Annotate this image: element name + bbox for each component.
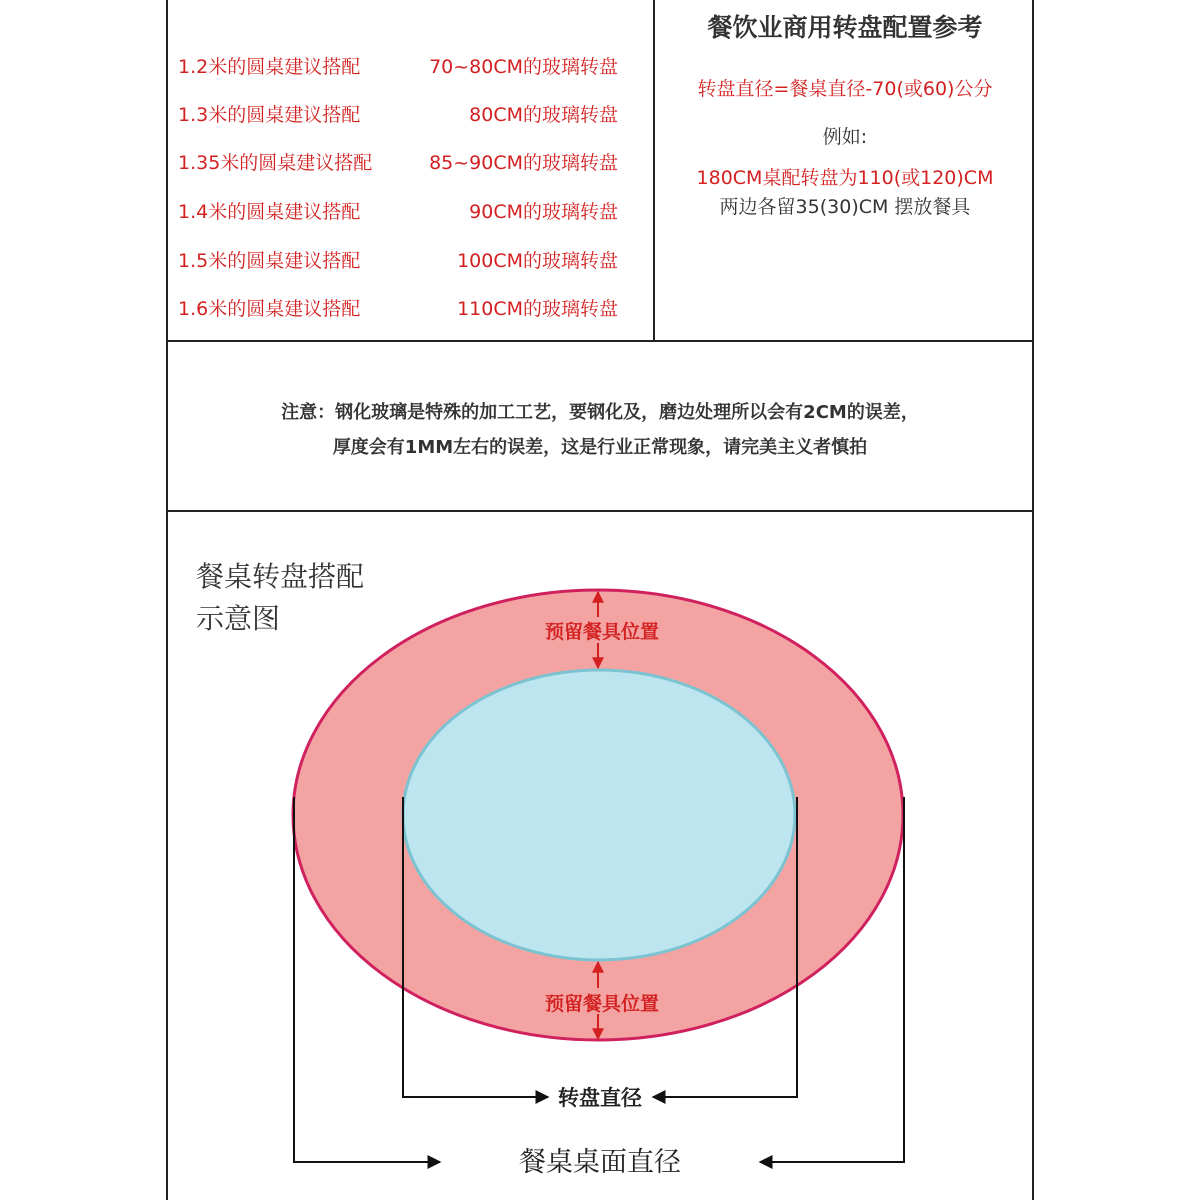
tableware-label-top: 预留餐具位置	[544, 621, 660, 643]
note-line: 注意：钢化玻璃是特殊的加工工艺，要钢化及，磨边处理所以会有2CM的误差，	[281, 402, 919, 423]
table-size-cell: 1.3米的圆桌建议搭配	[178, 104, 361, 126]
reference-example-line: 180CM桌配转盘为110(或120)CM	[696, 167, 994, 189]
turntable-size-cell: 110CM的玻璃转盘	[457, 298, 618, 320]
turntable-size-cell: 85~90CM的玻璃转盘	[429, 152, 618, 174]
diagram-title-line: 示意图	[196, 602, 281, 635]
turntable-diameter-label: 转盘直径	[558, 1086, 642, 1110]
table-size-cell: 1.35米的圆桌建议搭配	[178, 152, 373, 174]
note-line: 厚度会有1MM左右的误差，这是行业正常现象，请完美主义者慎拍	[332, 437, 868, 458]
turntable-ellipse	[403, 670, 795, 960]
table-size-cell: 1.4米的圆桌建议搭配	[178, 201, 361, 223]
turntable-size-cell: 100CM的玻璃转盘	[457, 250, 618, 272]
table-diameter-label: 餐桌桌面直径	[519, 1147, 681, 1178]
turntable-size-cell: 70~80CM的玻璃转盘	[429, 56, 618, 78]
reference-formula: 转盘直径=餐桌直径-70(或60)公分	[697, 78, 993, 100]
reference-example-label: 例如:	[822, 126, 868, 148]
turntable-size-cell: 90CM的玻璃转盘	[469, 201, 618, 223]
reference-title: 餐饮业商用转盘配置参考	[707, 13, 983, 42]
table-size-cell: 1.2米的圆桌建议搭配	[178, 56, 361, 78]
turntable-size-cell: 80CM的玻璃转盘	[469, 104, 618, 126]
tableware-label-bottom: 预留餐具位置	[544, 993, 660, 1015]
diagram-title-line: 餐桌转盘搭配	[196, 560, 365, 593]
reference-example-line: 两边各留35(30)CM 摆放餐具	[719, 196, 971, 218]
table-size-cell: 1.6米的圆桌建议搭配	[178, 298, 361, 320]
table-size-cell: 1.5米的圆桌建议搭配	[178, 250, 361, 272]
